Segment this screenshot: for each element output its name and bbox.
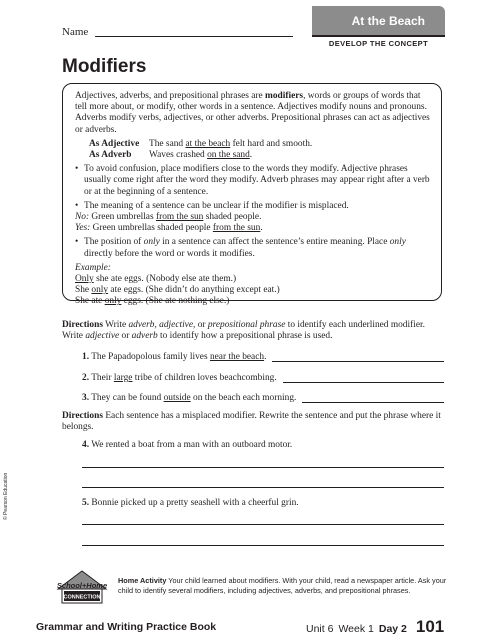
question-1: 1. The Papadopolous family lives near the beach.: [82, 352, 444, 362]
footer-book-title: Grammar and Writing Practice Book: [36, 621, 217, 633]
rules-box: [62, 83, 442, 307]
rewrite-line-4a[interactable]: [82, 467, 444, 468]
example-only-1: Example:: [75, 262, 111, 273]
question-2: 2. Their large tribe of children loves beachcombing.: [82, 373, 444, 383]
svg-text:School+Home: School+Home: [56, 581, 108, 590]
answer-line-3[interactable]: [302, 402, 444, 403]
example-adjective: As Adjective The sand at the beach felt hard and smooth.: [89, 138, 313, 149]
copyright-notice: © Pearson Education: [3, 472, 9, 520]
name-label: Name: [62, 26, 89, 38]
answer-line-2[interactable]: [283, 382, 444, 383]
lesson-tab: [312, 6, 445, 35]
rewrite-line-5a[interactable]: [82, 524, 444, 525]
example-only-3: She ate only eggs. (She ate nothing else.): [75, 296, 230, 307]
rewrite-line-4b[interactable]: [82, 487, 444, 488]
rule-bullet-misplaced: • The meaning of a sentence can be unclear if the modifier is misplaced.: [75, 201, 431, 212]
directions-2: Directions Each sentence has a misplaced modifier. Rewrite the sentence and put the phrase where it belongs.: [62, 411, 441, 433]
page-number: 101: [415, 617, 445, 636]
example-adverb: As Adverb Waves crashed on the sand.: [89, 150, 253, 161]
example-only-1-text: Only she ate eggs. (Nobody else ate them.): [75, 274, 237, 285]
question-4: 4. We rented a boat from a man with an outboard motor.: [82, 440, 293, 450]
footer-day: Day 2: [378, 623, 407, 635]
page-title: Modifiers: [62, 56, 147, 77]
rewrite-line-5b[interactable]: [82, 545, 444, 546]
rule-bullet-only: • The position of only in a sentence can affect the sentence’s entire meaning. Place only directly before the word or words it modifies.: [75, 237, 431, 259]
example-no: No: Green umbrellas from the sun shaded people.: [75, 212, 262, 223]
footer-week: Week 1: [338, 623, 374, 635]
question-3: 3. They can be found outside on the beach each morning.: [82, 393, 444, 403]
rule-bullet-placement: • To avoid confusion, place modifiers close to the words they modify. Adjective phrases usually come right after the word they modify. Adverb phrases may appear right after a verb or at the beginning of a sentence.: [75, 164, 431, 198]
lesson-tab-subtitle: DEVELOP THE CONCEPT: [328, 39, 429, 48]
example-only-2: She only ate eggs. (She didn’t do anything except eat.): [75, 285, 280, 296]
directions-1: Directions Write adverb, adjective, or prepositional phrase to identify each underlined modifier. Write adjective or adverb to identify how a prepositional phrase is used.: [62, 320, 425, 342]
example-yes: Yes: Green umbrellas shaded people from the sun.: [75, 223, 263, 234]
footer-page-info: [306, 617, 444, 637]
answer-line-1[interactable]: [272, 361, 444, 362]
tab-divider: [312, 35, 445, 37]
question-5: 5. Bonnie picked up a pretty seashell with a cheerful grin.: [82, 498, 299, 508]
intro-paragraph: Adjectives, adverbs, and prepositional phrases are modifiers, words or groups of words that tell more about, or modify, other words in a sentence. Adjectives modify nouns and pronouns. Adverbs modify verbs, adjectives, or other adverbs. Prepositional phrases can act as adjectives or adverbs.: [75, 91, 430, 135]
name-write-line[interactable]: [95, 36, 293, 37]
home-activity-note: Home Activity Your child learned about modifiers. With your child, read a newspaper article. Ask your child to identify several modifiers, including adjectives, adverbs, and prepositional phrases.: [118, 576, 447, 595]
school-home-logo: [54, 567, 110, 605]
svg-text:CONNECTION: CONNECTION: [63, 594, 101, 601]
lesson-tab-title: At the Beach: [351, 13, 425, 28]
footer-unit: Unit 6: [306, 623, 334, 635]
